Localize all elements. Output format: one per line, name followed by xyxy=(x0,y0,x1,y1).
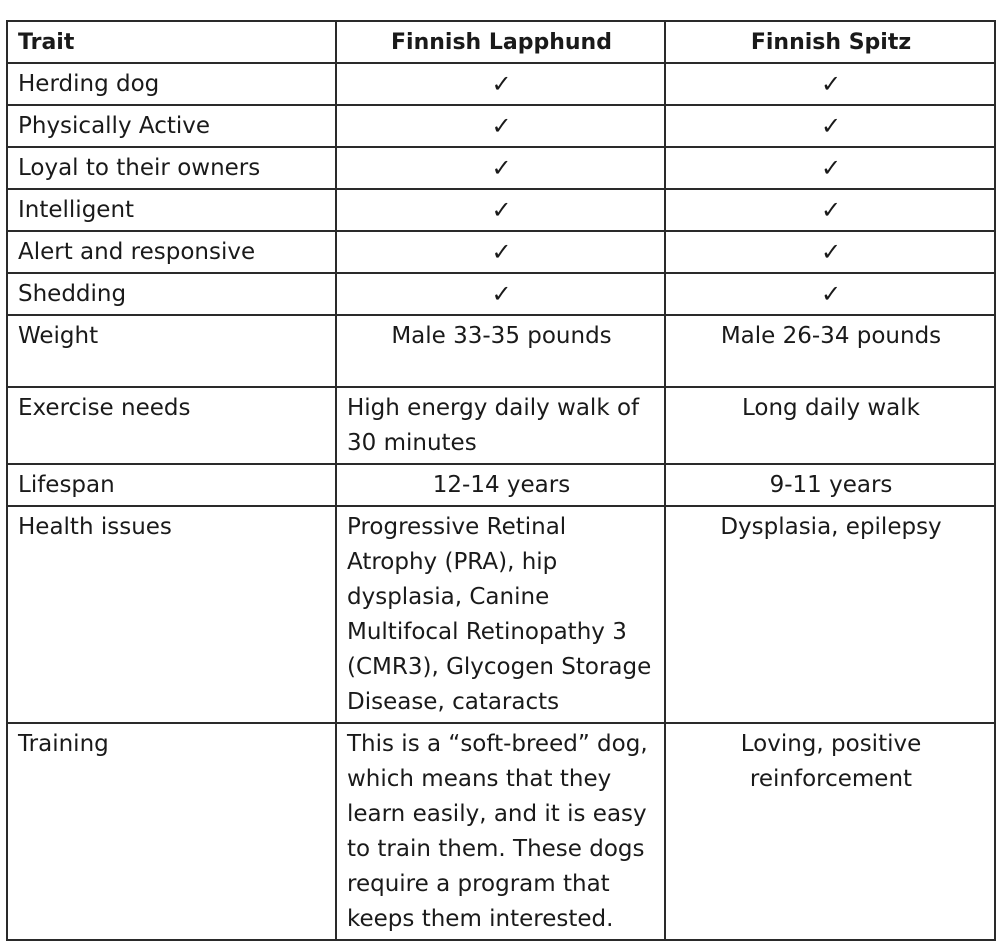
check-icon: ✓ xyxy=(665,105,995,147)
trait-label: Loyal to their owners xyxy=(7,147,336,189)
check-icon: ✓ xyxy=(336,273,665,315)
table-row-shedding xyxy=(7,273,995,315)
check-icon: ✓ xyxy=(336,105,665,147)
check-icon: ✓ xyxy=(665,273,995,315)
spitz-weight: Male 26-34 pounds xyxy=(665,315,995,387)
table-row-weight xyxy=(7,315,995,387)
trait-label: Weight xyxy=(7,315,336,387)
trait-label: Shedding xyxy=(7,273,336,315)
lapphund-weight: Male 33-35 pounds xyxy=(336,315,665,387)
trait-label: Alert and responsive xyxy=(7,231,336,273)
lapphund-lifespan: 12-14 years xyxy=(336,464,665,506)
header-trait: Trait xyxy=(7,21,336,63)
check-icon: ✓ xyxy=(665,63,995,105)
table-row-lifespan xyxy=(7,464,995,506)
trait-label: Exercise needs xyxy=(7,387,336,464)
table-row-alert xyxy=(7,231,995,273)
header-finnish-lapphund: Finnish Lapphund xyxy=(336,21,665,63)
table-row-physically-active xyxy=(7,105,995,147)
check-icon: ✓ xyxy=(336,189,665,231)
trait-label: Training xyxy=(7,723,336,940)
check-icon: ✓ xyxy=(336,147,665,189)
check-icon: ✓ xyxy=(665,231,995,273)
spitz-lifespan: 9-11 years xyxy=(665,464,995,506)
check-icon: ✓ xyxy=(336,63,665,105)
spitz-health: Dysplasia, epilepsy xyxy=(665,506,995,723)
table-row-herding-dog xyxy=(7,63,995,105)
lapphund-exercise: High energy daily walk of 30 minutes xyxy=(336,387,665,464)
trait-label: Health issues xyxy=(7,506,336,723)
header-row xyxy=(7,21,995,63)
trait-label: Intelligent xyxy=(7,189,336,231)
lapphund-health: Progressive Retinal Atrophy (PRA), hip dysplasia, Canine Multifocal Retinopathy 3 (CMR3), Glycogen Storage Disease, cataracts xyxy=(336,506,665,723)
trait-label: Physically Active xyxy=(7,105,336,147)
trait-label: Herding dog xyxy=(7,63,336,105)
table-row-exercise xyxy=(7,387,995,464)
header-finnish-spitz: Finnish Spitz xyxy=(665,21,995,63)
check-icon: ✓ xyxy=(665,147,995,189)
lapphund-training: This is a “soft-breed” dog, which means that they learn easily, and it is easy to train them. These dogs require a program that keeps them interested. xyxy=(336,723,665,940)
trait-label: Lifespan xyxy=(7,464,336,506)
check-icon: ✓ xyxy=(336,231,665,273)
spitz-training: Loving, positive reinforcement xyxy=(665,723,995,940)
spitz-exercise: Long daily walk xyxy=(665,387,995,464)
table-row-health xyxy=(7,506,995,723)
table-row-training xyxy=(7,723,995,940)
table-row-intelligent xyxy=(7,189,995,231)
comparison-table xyxy=(6,20,996,941)
check-icon: ✓ xyxy=(665,189,995,231)
table-row-loyal xyxy=(7,147,995,189)
